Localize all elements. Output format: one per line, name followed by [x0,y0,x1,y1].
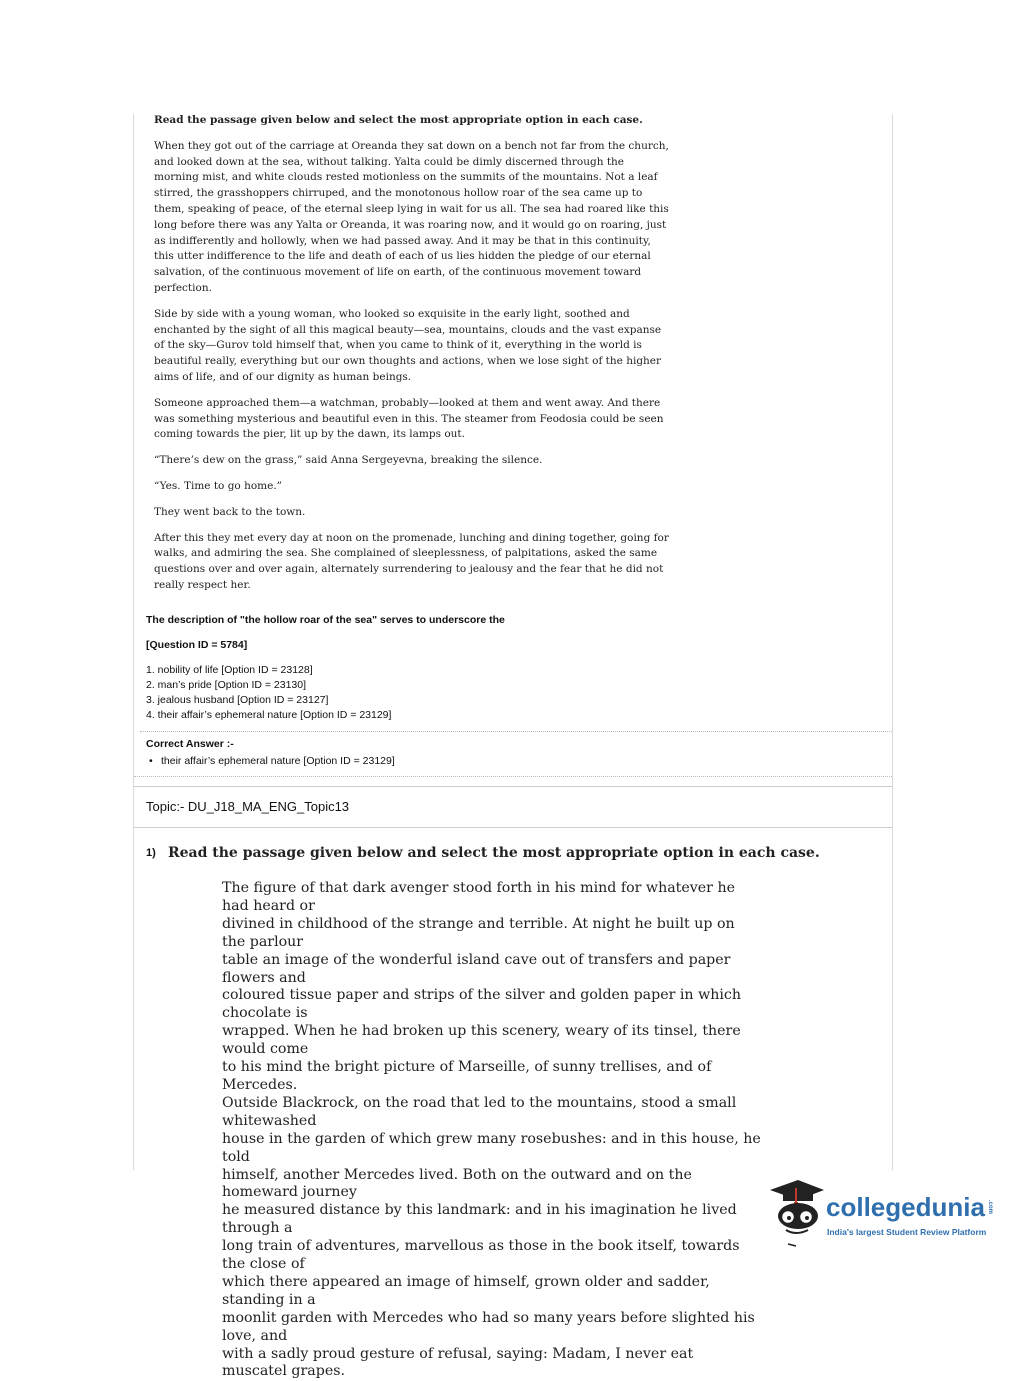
correct-answer-item [146,754,892,769]
passage-2-line: with a sadly proud gesture of refusal, saying: Madam, I never eat muscatel grapes. [222,1345,694,1380]
passage-1 [154,113,669,604]
option-item: 2. man’s pride [Option ID = 23130] [146,679,307,691]
passage-2-line: house in the garden of which grew many rosebushes: and in this house, he told [222,1130,761,1165]
topic-bar [134,786,892,828]
question-number: 1) [146,847,156,859]
passage-1-paragraph: “There’s dew on the grass,” said Anna Sergeyevna, breaking the silence. [154,454,543,467]
passage-2-line: which there appeared an image of himself, grown older and sadder, standing in a [222,1273,710,1308]
question-text: The description of "the hollow roar of the sea" serves to underscore the [146,614,505,626]
passage-2-line: himself, another Mercedes lived. Both on the outward and on the homeward journey [222,1166,692,1201]
passage-1-paragraph: When they got out of the carriage at Oreanda they sat down on a bench not far from the church, and looked down at the sea, without talking. Yalta could be dimly discerned through the morning mist, and white clouds rested motionless on the summits of the mountains. Not a leaf stirred, the grasshoppers chirruped, and the monotonous hollow roar of the sea came up to them, speaking of peace, of the eternal sleep lying in wait for us all. The sea had roared like this long before there was any Yalta or Oreanda, it was roaring now, and it would go on roaring, just as indifferently and hollowly, when we had passed away. And it may be that in this continuity, this utter indifference to the life and death of each of us lies hidden the pledge of our eternal salvation, of the continuous movement of life on earth, of the continuous movement toward perfection. [154,139,669,294]
left-border [133,114,134,1170]
passage-2-line: moonlit garden with Mercedes who had so many years before slighted his love, and [222,1309,755,1344]
passage-2-line: to his mind the bright picture of Marseille, of sunny trellises, and of Mercedes. [222,1059,712,1093]
passage-2-line: Outside Blackrock, on the road that led to the mountains, stood a small whitewashed [222,1094,737,1129]
student-mascot-icon [766,1176,826,1250]
passage-1-paragraph: “Yes. Time to go home.” [154,479,283,492]
question-block [146,613,892,723]
passage-2-line: table an image of the wonderful island cave out of transfers and paper flowers and [222,951,731,986]
correct-answer-text: their affair’s ephemeral nature [Option ID = 23129] [161,755,395,767]
collegedunia-logo [766,1176,996,1250]
passage-2-line: he measured distance by this landmark: and in his imagination he lived through a [222,1202,737,1237]
correct-answer-label: Correct Answer :- [146,738,234,750]
brand-domain: .com [986,1200,993,1215]
passage-2 [222,880,762,1381]
passage-1-heading: Read the passage given below and select the most appropriate option in each case. [154,114,643,126]
options-list [146,663,892,723]
option-item: 4. their affair’s ephemeral nature [Option ID = 23129] [146,709,392,721]
option-item: 1. nobility of life [Option ID = 23128] [146,664,313,676]
passage-1-paragraph: Side by side with a young woman, who looked so exquisite in the early light, soothed and enchanted by the sight of all this magical beauty—sea, mountains, clouds and the vast expanse of the sky—Gurov told himself that, when you came to think of it, everything in the world is beautiful really, everything but our own thoughts and actions, when we lose sight of the higher aims of life, and of our dignity as human beings. [154,307,662,383]
brand-text: collegedunia [826,1192,985,1222]
passage-2-line: divined in childhood of the strange and terrible. At night he built up on the parlour [222,915,735,950]
divider [140,731,892,732]
passage-1-paragraph: Someone approached them—a watchman, probably—looked at them and went away. And there was something mysterious and beautiful even in this. The steamer from Feodosia could be seen coming towards the pier, lit up by the dawn, its lamps out. [154,396,664,441]
brand-name [826,1192,993,1223]
divider [134,776,892,777]
passage-2-line: wrapped. When he had broken up this scenery, weary of its tinsel, there would come [222,1023,741,1058]
passage-1-paragraph: They went back to the town. [154,505,306,518]
bullet-icon: • [149,755,153,767]
passage-2-line: long train of adventures, marvellous as those in the book itself, towards the close of [222,1238,740,1273]
passage-2-line: coloured tissue paper and strips of the silver and golden paper in which chocolate is [222,987,741,1022]
passage-2-line: The figure of that dark avenger stood forth in his mind for whatever he had heard or [222,880,736,914]
question-id: [Question ID = 5784] [146,639,248,651]
brand-tagline: India's largest Student Review Platform [827,1227,987,1237]
option-item: 3. jealous husband [Option ID = 23127] [146,694,329,706]
right-border [892,114,893,1170]
passage-1-paragraph: After this they met every day at noon on the promenade, lunching and dining together, going for walks, and admiring the sea. She complained of sleeplessness, of palpitations, asked the same questions over and over again, alternately surrendering to jealousy and the fear that he did not really respect her. [154,531,669,591]
question-2-title: Read the passage given below and select the most appropriate option in each case. [168,845,820,861]
topic-label: Topic:- DU_J18_MA_ENG_Topic13 [146,799,350,814]
correct-answer-block [146,733,892,769]
